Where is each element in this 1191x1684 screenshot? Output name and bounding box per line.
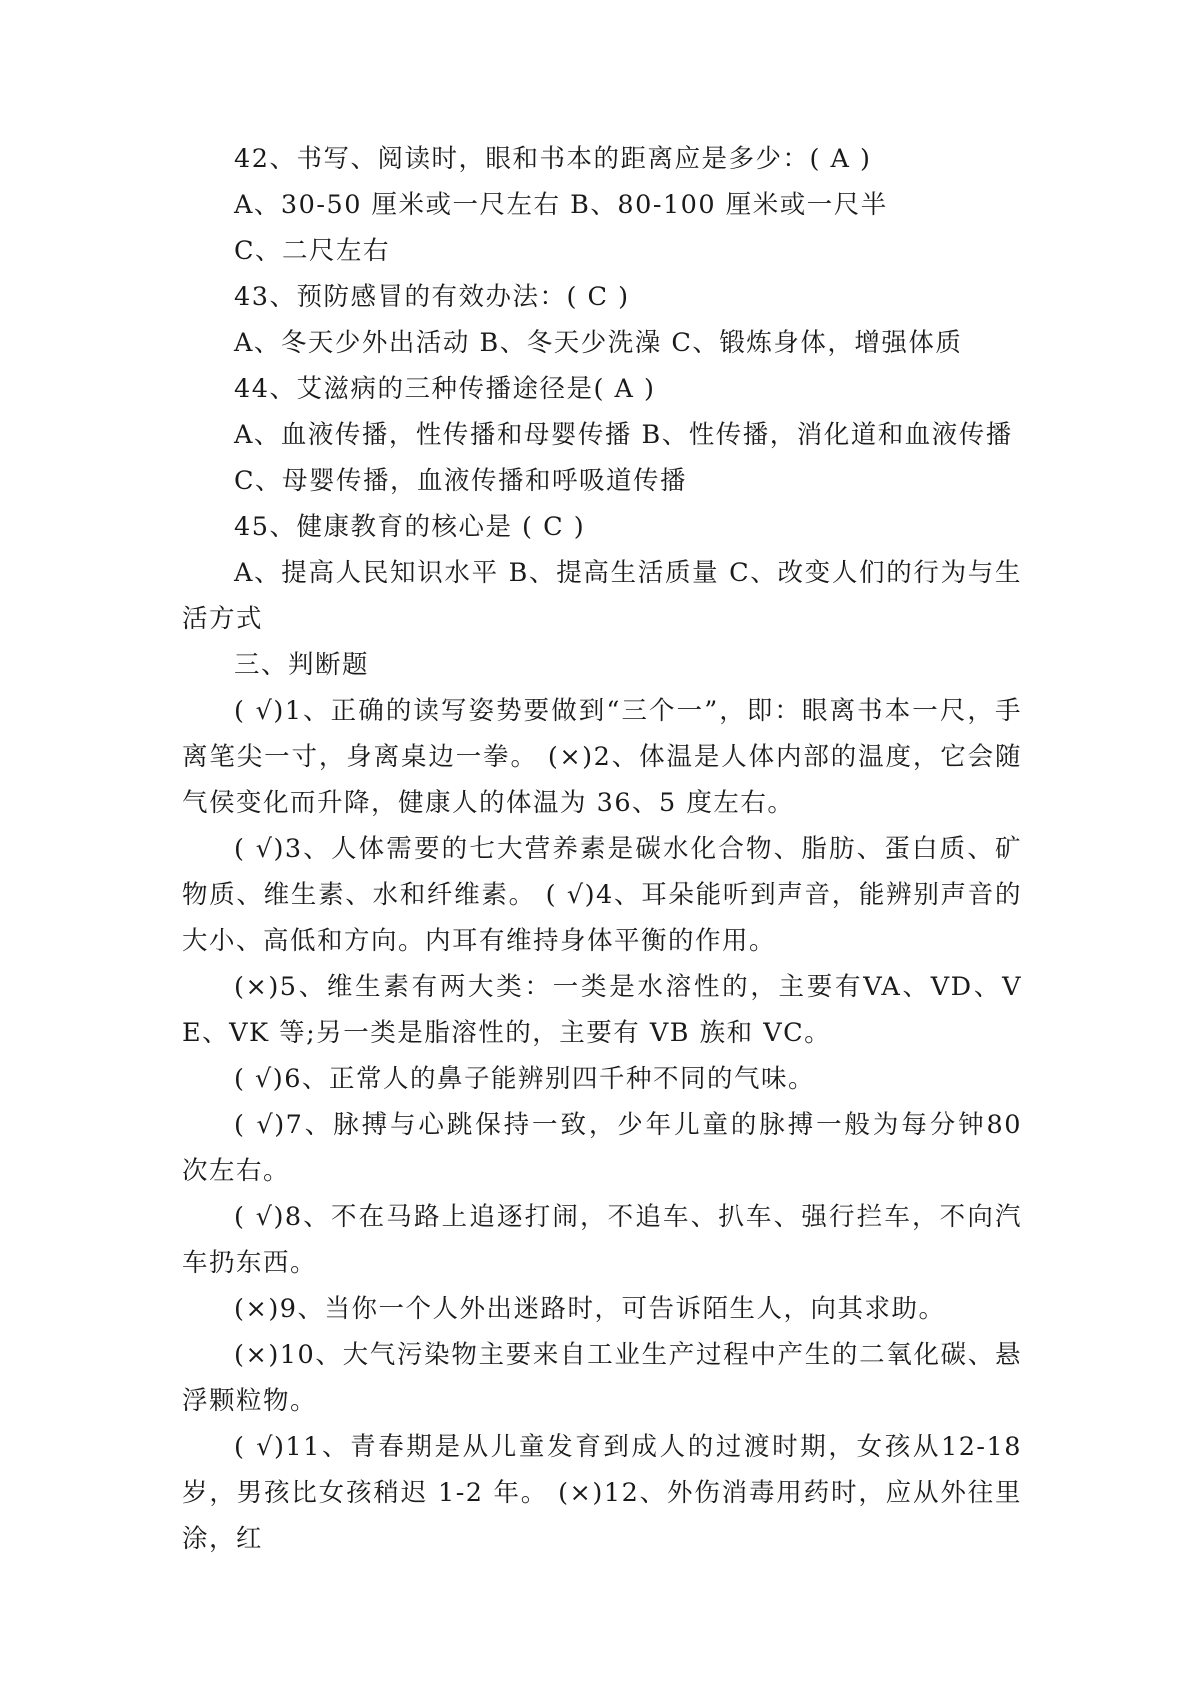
section-heading-true-false: 三、判断题: [234, 650, 370, 680]
question-42-options-line-1: A、30-50 厘米或一尺左右 B、80-100 厘米或一尺半: [234, 190, 888, 220]
question-43-stem: 43、预防感冒的有效办法：( C ): [234, 282, 630, 312]
judgement-item-9: (×)9、当你一个人外出迷路时，可告诉陌生人，向其求助。: [234, 1294, 946, 1324]
question-43-options: A、冬天少外出活动 B、冬天少洗澡 C、锻炼身体，增强体质: [234, 328, 963, 358]
judgement-item-5: (×)5、维生素有两大类：一类是水溶性的，主要有VA、VD、VE、VK 等;另一类是脂溶性的，主要有 VB 族和 VC。: [182, 972, 1022, 1048]
question-42-options-line-2: C、二尺左右: [234, 236, 391, 266]
judgement-item-8: ( √)8、不在马路上追逐打闹，不追车、扒车、强行拦车，不向汽车扔东西。: [182, 1202, 1022, 1278]
question-45-stem: 45、健康教育的核心是 ( C ): [234, 512, 586, 542]
document-page: [182, 136, 1022, 1562]
question-42-stem: 42、书写、阅读时，眼和书本的距离应是多少：( A ): [234, 144, 872, 174]
judgement-item-11-12: ( √)11、青春期是从儿童发育到成人的过渡时期，女孩从12-18 岁，男孩比女孩稍迟 1-2 年。 (×)12、外伤消毒用药时，应从外往里涂，红: [182, 1432, 1022, 1554]
question-44-options-line-2: C、母婴传播，血液传播和呼吸道传播: [234, 466, 688, 496]
judgement-item-3-4: ( √)3、人体需要的七大营养素是碳水化合物、脂肪、蛋白质、矿物质、维生素、水和纤维素。 ( √)4、耳朵能听到声音，能辨别声音的大小、高低和方向。内耳有维持身体平衡的作用。: [182, 834, 1022, 956]
question-45-options: A、提高人民知识水平 B、提高生活质量 C、改变人们的行为与生活方式: [182, 558, 1022, 634]
judgement-item-10: (×)10、大气污染物主要来自工业生产过程中产生的二氧化碳、悬浮颗粒物。: [182, 1340, 1022, 1416]
question-44-stem: 44、艾滋病的三种传播途径是( A ): [234, 374, 656, 404]
judgement-item-7: ( √)7、脉搏与心跳保持一致，少年儿童的脉搏一般为每分钟80 次左右。: [182, 1110, 1022, 1186]
judgement-item-6: ( √)6、正常人的鼻子能辨别四千种不同的气味。: [234, 1064, 815, 1094]
question-44-options-line-1: A、血液传播，性传播和母婴传播 B、性传播，消化道和血液传播: [234, 420, 1013, 450]
judgement-item-1-2: ( √)1、正确的读写姿势要做到“三个一”，即：眼离书本一尺，手离笔尖一寸，身离桌边一拳。 (×)2、体温是人体内部的温度，它会随气侯变化而升降，健康人的体温为 36、5 度左右。: [182, 696, 1022, 818]
